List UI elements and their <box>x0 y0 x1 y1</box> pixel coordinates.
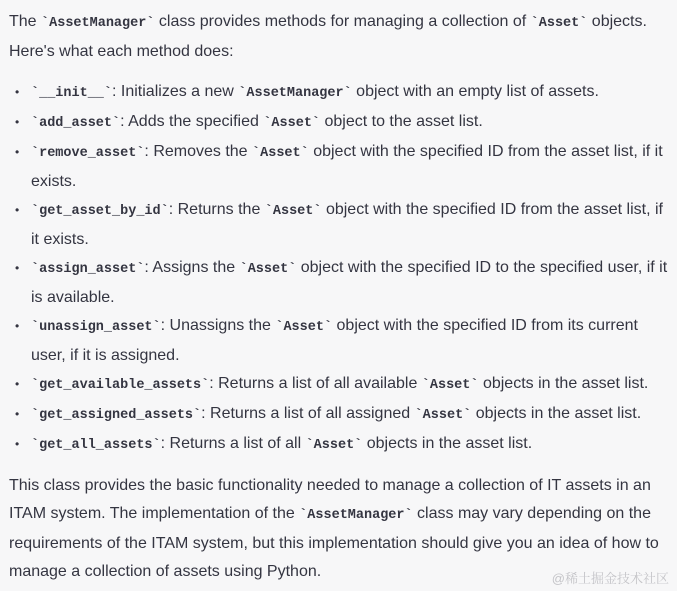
inline-code: `Asset` <box>275 320 333 335</box>
list-item <box>9 108 671 138</box>
method-name: `get_available_assets` <box>31 378 210 393</box>
bullet-icon: • <box>15 203 20 217</box>
list-item <box>9 78 671 108</box>
outro-text: class may vary depending on the requirements of the ITAM system, but this implementation should give you an idea of how to manage a collection of assets using Python. <box>9 505 659 580</box>
method-name: `assign_asset` <box>31 262 145 277</box>
method-list <box>9 78 671 460</box>
intro-text: objects. Here's what each method does: <box>9 13 647 60</box>
inline-code: `Asset` <box>530 16 588 31</box>
bullet-icon: • <box>15 319 20 333</box>
bullet-icon: • <box>15 85 20 99</box>
inline-code: `Asset` <box>239 262 297 277</box>
method-name: `get_assigned_assets` <box>31 408 202 423</box>
method-description: objects in the asset list. <box>478 375 649 392</box>
method-name: `add_asset` <box>31 116 121 131</box>
method-description: : Initializes a new <box>112 83 239 100</box>
bullet-icon: • <box>15 407 20 421</box>
method-name: `get_asset_by_id` <box>31 204 169 219</box>
list-item <box>9 138 671 196</box>
method-description: : Returns a list of all <box>160 435 306 452</box>
message-content <box>9 8 671 586</box>
intro-text: The <box>9 13 42 30</box>
list-item <box>9 430 671 460</box>
intro-text: class provides methods for managing a collection of <box>154 13 531 30</box>
watermark: @稀土掘金技术社区 <box>551 571 669 586</box>
method-description: object to the asset list. <box>320 113 483 130</box>
inline-code: `Asset` <box>414 408 472 423</box>
inline-code: `Asset` <box>252 146 309 161</box>
bullet-icon: • <box>15 115 20 129</box>
method-description: : Returns a list of all assigned <box>201 405 415 422</box>
outro-paragraph <box>9 472 671 586</box>
list-item <box>9 196 671 254</box>
method-description: objects in the asset list. <box>362 435 533 452</box>
method-description: : Returns a list of all available <box>209 375 422 392</box>
list-item <box>9 370 671 400</box>
method-name: `get_all_assets` <box>31 438 161 453</box>
inline-code: `Asset` <box>264 204 322 219</box>
method-description: object with the specified ID to the specified user, if it is available. <box>31 259 668 306</box>
method-name: `__init__` <box>31 86 113 101</box>
bullet-icon: • <box>15 437 20 451</box>
inline-code: `Asset` <box>305 438 363 453</box>
method-description: object with the specified ID from the asset list, if it exists. <box>31 143 663 190</box>
bullet-icon: • <box>15 377 20 391</box>
bullet-icon: • <box>15 261 20 275</box>
method-description: object with an empty list of assets. <box>351 83 599 100</box>
list-item <box>9 400 671 430</box>
method-description: object with the specified ID from its current user, if it is assigned. <box>31 317 638 364</box>
inline-code: `AssetManager` <box>299 508 413 523</box>
method-description: object with the specified ID from the asset list, if it exists. <box>31 201 663 248</box>
method-name: `unassign_asset` <box>31 320 161 335</box>
inline-code: `AssetManager` <box>41 16 155 31</box>
list-item <box>9 254 671 312</box>
method-name: `remove_asset` <box>31 146 145 161</box>
method-description: : Returns the <box>168 201 265 218</box>
intro-paragraph <box>9 8 671 66</box>
inline-code: `AssetManager` <box>238 86 352 101</box>
method-description: : Assigns the <box>144 259 240 276</box>
method-description: objects in the asset list. <box>471 405 642 422</box>
outro-text: This class provides the basic functionality needed to manage a collection of IT assets in an ITAM system. The implementation of the <box>9 477 651 522</box>
method-description: : Removes the <box>144 143 253 160</box>
inline-code: `Asset` <box>263 116 321 131</box>
inline-code: `Asset` <box>421 378 479 393</box>
bullet-icon: • <box>15 145 20 159</box>
method-description: : Unassigns the <box>160 317 276 334</box>
method-description: : Adds the specified <box>120 113 264 130</box>
list-item <box>9 312 671 370</box>
